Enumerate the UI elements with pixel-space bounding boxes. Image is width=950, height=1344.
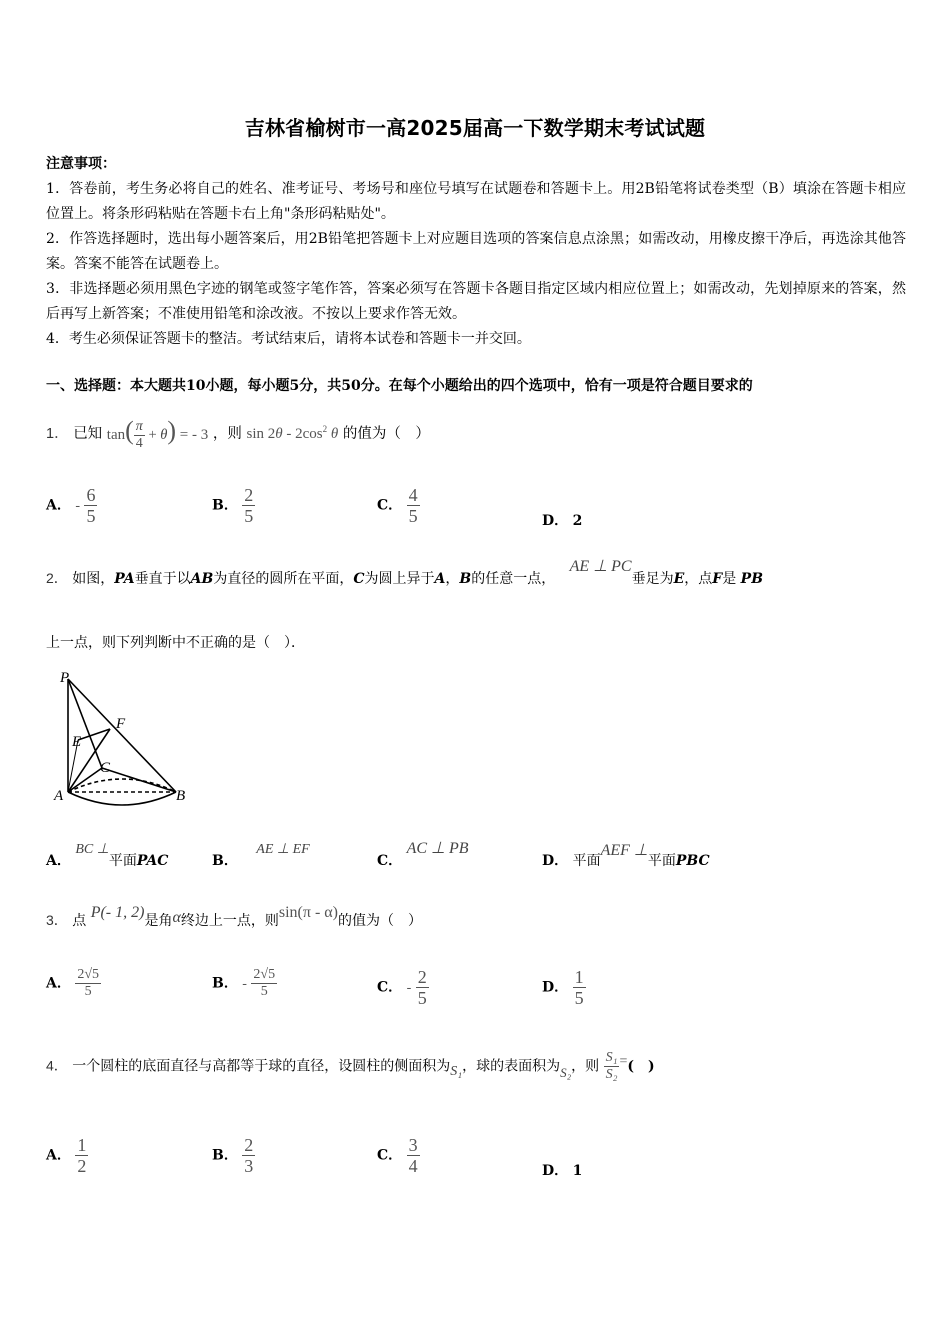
math-expression: AE ⊥ PC: [569, 558, 632, 575]
point-label-a: A: [54, 788, 64, 804]
option-label: D．: [542, 1163, 569, 1179]
segment-pc: [68, 679, 102, 768]
plane-label: PBC: [675, 853, 710, 869]
question-text: 为直径的圆所在平面，: [213, 571, 354, 587]
option-b[interactable]: [212, 485, 255, 526]
math-expression: AC ⊥ PB: [406, 840, 469, 857]
point-label: B: [459, 571, 472, 587]
segment-label: PA: [114, 571, 135, 587]
sign: -: [242, 976, 247, 992]
math-expression: α: [172, 909, 181, 926]
geometry-figure: [48, 668, 198, 808]
option-label: A．: [46, 497, 71, 514]
sign: -: [75, 498, 80, 514]
question-3: [46, 904, 422, 930]
option-label: A．: [46, 853, 71, 869]
question-4: [46, 1050, 655, 1083]
segment-ac: [68, 768, 102, 792]
question-2-line2: 上一点，则下列判断中不正确的是（ ）．: [46, 635, 305, 651]
option-label: C．: [377, 979, 403, 996]
notice-item: 4．考生必须保证答题卡的整洁。考试结束后，请将本试卷和答题卡一并交回。: [46, 331, 531, 347]
question-number: 3．: [46, 912, 68, 928]
question-text: 已知: [73, 426, 103, 443]
question-text: 是角: [144, 913, 173, 929]
point-label-c: C: [100, 760, 111, 776]
question-text: 垂足为: [631, 571, 674, 587]
option-label: C．: [377, 853, 403, 869]
question-text: 是: [722, 571, 737, 587]
option-d[interactable]: [542, 510, 582, 530]
question-text: 点: [72, 913, 87, 929]
option-text: 平面: [108, 853, 137, 869]
option-a[interactable]: [46, 967, 101, 1000]
option-c[interactable]: [377, 840, 469, 870]
option-text: 平面: [572, 853, 601, 869]
option-label: B．: [212, 497, 238, 514]
question-text: 的任意一点，: [471, 571, 556, 587]
notice-item: 1．答卷前，考生务必将自己的姓名、准考证号、考场号和座位号填写在试题卷和答题卡上。用2B铅笔将试卷类型（B）填涂在答题卡相应位置上。将条形码粘贴在答题卡右上角"条形码粘贴处"。: [46, 181, 906, 222]
option-text: 平面: [647, 853, 676, 869]
section-heading: 一、选择题：本大题共10小题，每小题5分，共50分。在每个小题给出的四个选项中，恰有一项是符合题目要求的: [46, 378, 753, 394]
notice-item: 3．非选择题必须用黑色字迹的钢笔或签字笔作答，答案必须写在答题卡各题目指定区域内相应位置上；如需改动，先划掉原来的答案，然后再写上新答案；不准使用铅笔和涂改液。不按以上要求作答无效。: [46, 281, 906, 322]
option-label: B．: [212, 853, 238, 869]
fraction: $\frac{6}{5}$: [86, 485, 96, 526]
question-text: ，: [445, 571, 460, 587]
question-number: 4．: [46, 1057, 68, 1074]
question-text: 一个圆柱的底面直径与高都等于球的直径，设圆柱的侧面积为: [72, 1058, 451, 1075]
option-label: A．: [46, 1147, 71, 1164]
question-2: [46, 558, 764, 588]
option-d[interactable]: [542, 1160, 582, 1180]
option-label: D．: [542, 853, 569, 869]
point-label: A: [434, 571, 446, 587]
option-c[interactable]: [377, 967, 429, 1008]
circle-front-arc: [68, 792, 176, 805]
option-label: C．: [377, 1147, 403, 1164]
notice-item: 2．作答选择题时，选出每小题答案后，用2B铅笔把答题卡上对应题目选项的答案信息点涂黑；如需改动，用橡皮擦干净后，再选涂其他答案。答案不能答在试题卷上。: [46, 231, 906, 272]
sign: -: [406, 980, 412, 996]
point-label-e: E: [72, 734, 82, 750]
fraction: $\frac{\text{S₁}}{\text{S₂}}$: [605, 1050, 618, 1082]
option-d[interactable]: [542, 842, 710, 870]
math-expression: sin(π - α): [278, 904, 338, 921]
option-label: B．: [212, 1147, 238, 1164]
segment-ef: [78, 729, 110, 740]
point-label-p: P: [60, 670, 70, 686]
plane-label: PAC: [136, 853, 169, 869]
question-1: [46, 416, 430, 452]
option-label: B．: [212, 975, 238, 992]
question-text: ( ): [627, 1058, 655, 1075]
option-value: 1: [572, 1163, 583, 1179]
option-label: C．: [377, 497, 403, 514]
option-c[interactable]: [377, 485, 420, 526]
question-text: 如图，: [72, 571, 115, 587]
math-expression: tan( $\frac{\pi}{4}$ + θ) = - 3: [106, 416, 209, 452]
segment-label: AB: [190, 571, 214, 587]
option-value: 2: [572, 513, 583, 529]
option-label: D．: [542, 513, 569, 529]
question-text: 终边上一点，则: [180, 913, 279, 929]
option-label: D．: [542, 979, 569, 996]
math-expression: $\sin 2\theta - 2\cos^2$ θ: [246, 424, 339, 443]
question-text: 的值为（ ）: [342, 426, 430, 443]
question-text: ，则: [212, 426, 242, 443]
math-expression: S₂: [560, 1064, 572, 1080]
point-label: F: [712, 571, 723, 587]
point-label: E: [673, 571, 685, 587]
fraction: $\frac{1}{2}$: [77, 1135, 87, 1176]
fraction: $\frac{4}{5}$: [408, 485, 418, 526]
option-a[interactable]: [46, 842, 169, 870]
document-title: 吉林省榆树市一高2025届高一下数学期末考试试题: [244, 116, 706, 140]
math-expression: BC ⊥: [75, 842, 109, 857]
math-expression: AEF ⊥: [600, 842, 648, 859]
option-b[interactable]: [212, 967, 277, 1000]
math-expression: P(- 1, 2): [90, 904, 145, 921]
option-a[interactable]: [46, 485, 97, 526]
notice-heading: 注意事项：: [46, 156, 116, 172]
option-a[interactable]: [46, 1135, 88, 1176]
question-text: 垂直于以: [134, 571, 191, 587]
fraction: $\frac{3}{4}$: [408, 1135, 418, 1176]
option-c[interactable]: [377, 1135, 420, 1176]
notice-section: [46, 152, 906, 352]
fraction: $\frac{2}{5}$: [417, 967, 427, 1008]
question-text: ，则: [571, 1058, 600, 1075]
option-b[interactable]: [212, 842, 310, 870]
math-expression: S₁: [450, 1063, 463, 1079]
point-label: C: [353, 571, 365, 587]
math-expression: AE ⊥ EF: [256, 842, 310, 857]
equals-sign: =: [619, 1053, 628, 1069]
question-text: ，球的表面积为: [462, 1058, 561, 1075]
point-label-f: F: [116, 716, 126, 732]
question-text: 为圆上异于: [364, 571, 435, 587]
question-text: 的值为（ ）: [338, 913, 422, 929]
point-label-b: B: [176, 788, 186, 804]
fraction: $\frac{2}{3}$: [244, 1135, 254, 1176]
question-number: 1．: [46, 426, 69, 443]
fraction: $\frac{2√5}{5}$: [77, 967, 100, 999]
fraction: $\frac{1}{5}$: [574, 967, 584, 1008]
fraction: $\frac{2√5}{5}$: [253, 967, 276, 999]
fraction: $\frac{2}{5}$: [244, 485, 254, 526]
option-label: A．: [46, 975, 71, 992]
segment-label: PB: [740, 571, 764, 587]
question-number: 2．: [46, 570, 68, 586]
question-text: ，点: [684, 571, 713, 587]
option-b[interactable]: [212, 1135, 255, 1176]
option-d[interactable]: [542, 967, 586, 1008]
